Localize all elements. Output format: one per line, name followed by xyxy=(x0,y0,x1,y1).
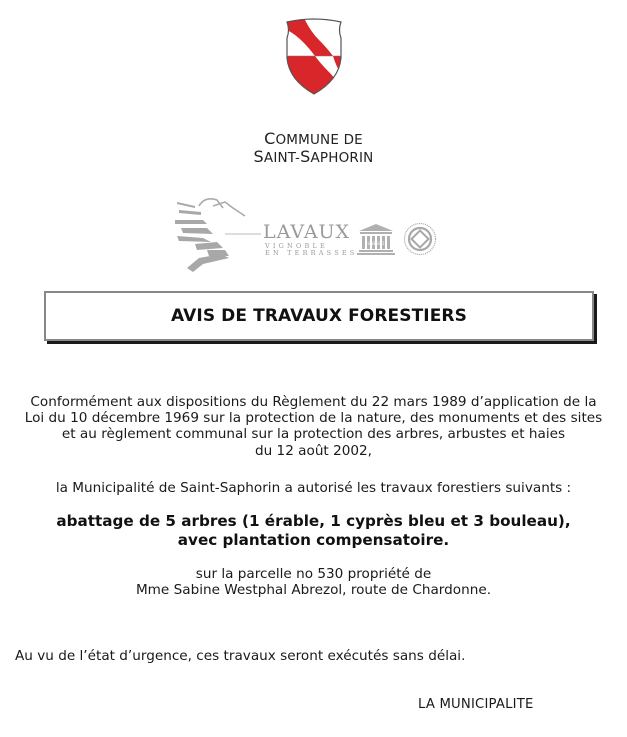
commune-name xyxy=(0,147,627,166)
legal-basis-paragraph xyxy=(0,394,627,459)
commune-rest: OMMUNE DE xyxy=(275,132,363,148)
authorisation-statement: la Municipalité de Saint-Saphorin a autorisé les travaux forestiers suivants : xyxy=(55,480,572,496)
legal-basis-line: Conformément aux dispositions du Règlement du 22 mars 1989 d’application de la xyxy=(30,394,597,410)
notice-title-box xyxy=(44,291,594,341)
lavaux-wordmark: LAVAUX xyxy=(263,221,351,243)
commune-name-rest: APHORIN xyxy=(310,150,374,166)
works-line: abattage de 5 arbres (1 érable, 1 cyprès bleu et 3 bouleau), xyxy=(56,512,571,530)
commune-cap: C xyxy=(264,129,276,148)
parcel-line: sur la parcelle no 530 propriété de xyxy=(195,566,432,582)
commune-name-mid: AINT- xyxy=(263,150,301,166)
commune-label xyxy=(0,129,627,148)
unesco-text: UNESCO xyxy=(367,241,385,246)
works-description xyxy=(0,512,627,549)
parcel-line: Mme Sabine Westphal Abrezol, route de Chardonne. xyxy=(135,582,492,599)
parcel-details xyxy=(0,566,627,598)
signature: LA MUNICIPALITE xyxy=(418,697,534,712)
coat-of-arms-logo xyxy=(281,14,347,96)
urgency-note: Au vu de l’état d’urgence, ces travaux seront exécutés sans délai. xyxy=(15,648,466,664)
unesco-temple-icon xyxy=(357,222,395,256)
legal-basis-line: du 12 août 2002, xyxy=(254,442,372,459)
commune-name-cap1: S xyxy=(253,147,264,166)
lavaux-landscape-icon xyxy=(173,190,263,272)
commune-name-cap2: S xyxy=(300,147,311,166)
legal-basis-line: et au règlement communal sur la protection des arbres, arbustes et haies xyxy=(61,426,566,443)
world-heritage-emblem-icon xyxy=(403,222,437,256)
legal-basis-line: Loi du 10 décembre 1969 sur la protection de la nature, des monuments et des sites xyxy=(24,410,603,427)
works-line: avec plantation compensatoire. xyxy=(177,530,450,549)
lavaux-subtitle-line1: VIGNOBLE xyxy=(265,242,328,250)
notice-title: AVIS DE TRAVAUX FORESTIERS xyxy=(171,306,467,326)
lavaux-subtitle-line2: EN TERRASSES xyxy=(265,249,358,257)
